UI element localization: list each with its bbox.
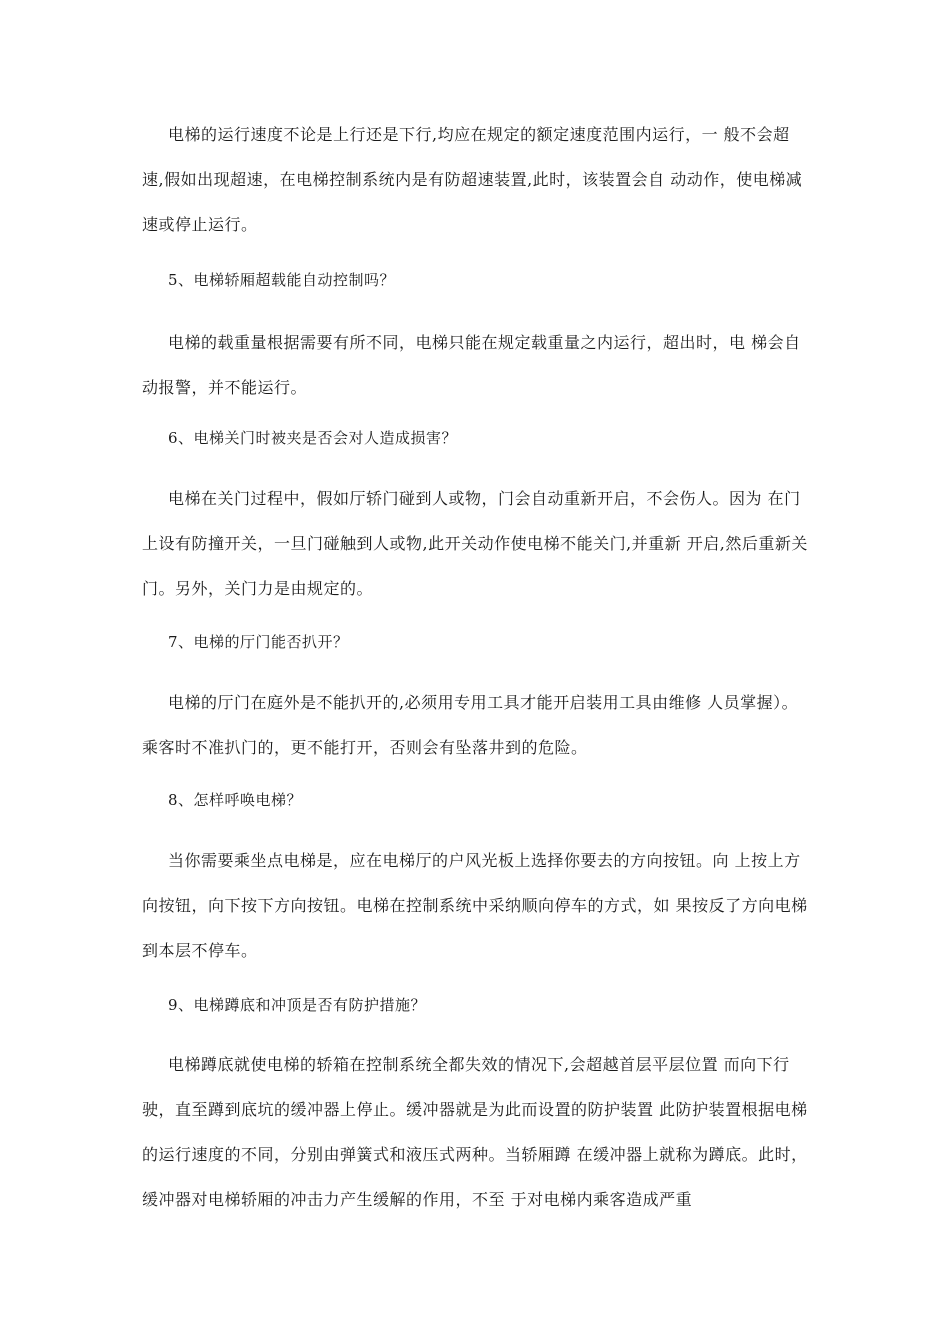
paragraph-buffer-protection: 电梯蹲底就使电梯的轿箱在控制系统全都失效的情况下,会超越首层平层位置 而向下行驶，直至蹲到底坑的缓冲器上停止。缓冲器就是为此而设置的防护装置 此防护装置根据电梯的运行速度的不同，分别由弹簧式和液压式两种。当轿厢蹲 在缓冲器上就称为蹲底。此时，缓冲器对电梯轿厢的冲击力产生缓解的作用，不至 于对电梯内乘客造成严重 — [142, 1055, 808, 1209]
paragraph-overspeed: 电梯的运行速度不论是上行还是下行,均应在规定的额定速度范围内运行，一 般不会超速,假如出现超速，在电梯控制系统内是有防超速装置,此时，该装置会自 动动作，使电梯减速或停止运行。 — [142, 125, 803, 234]
question-8-heading: 8、怎样呼唤电梯？ — [168, 791, 303, 809]
question-7-heading: 7、电梯的厅门能否扒开？ — [168, 633, 349, 651]
question-6-heading: 6、电梯关门时被夹是否会对人造成损害？ — [168, 429, 458, 447]
question-5-heading: 5、电梯轿厢超载能自动控制吗？ — [168, 271, 396, 289]
question-9-heading: 9、电梯蹲底和冲顶是否有防护措施？ — [168, 996, 427, 1014]
paragraph-landing-door: 电梯的厅门在庭外是不能扒开的,必须用专用工具才能开启装用工具由维修 人员掌握）。乘客时不准扒门的，更不能打开，否则会有坠落井到的危险。 — [142, 693, 799, 757]
paragraph-calling-elevator: 当你需要乘坐点电梯是，应在电梯厅的户风光板上选择你要去的方向按钮。向 上按上方向按钮，向下按下方向按钮。电梯在控制系统中采纳顺向停车的方式，如 果按反了方向电梯到本层不停车。 — [142, 851, 808, 960]
paragraph-door-safety: 电梯在关门过程中，假如厅轿门碰到人或物，门会自动重新开启，不会伤人。因为 在门上设有防撞开关，一旦门碰触到人或物,此开关动作使电梯不能关门,并重新 开启,然后重新关门。另外，关门力是由规定的。 — [142, 489, 808, 598]
paragraph-overload: 电梯的载重量根据需要有所不同，电梯只能在规定载重量之内运行，超出时，电 梯会自动报警，并不能运行。 — [142, 333, 801, 397]
